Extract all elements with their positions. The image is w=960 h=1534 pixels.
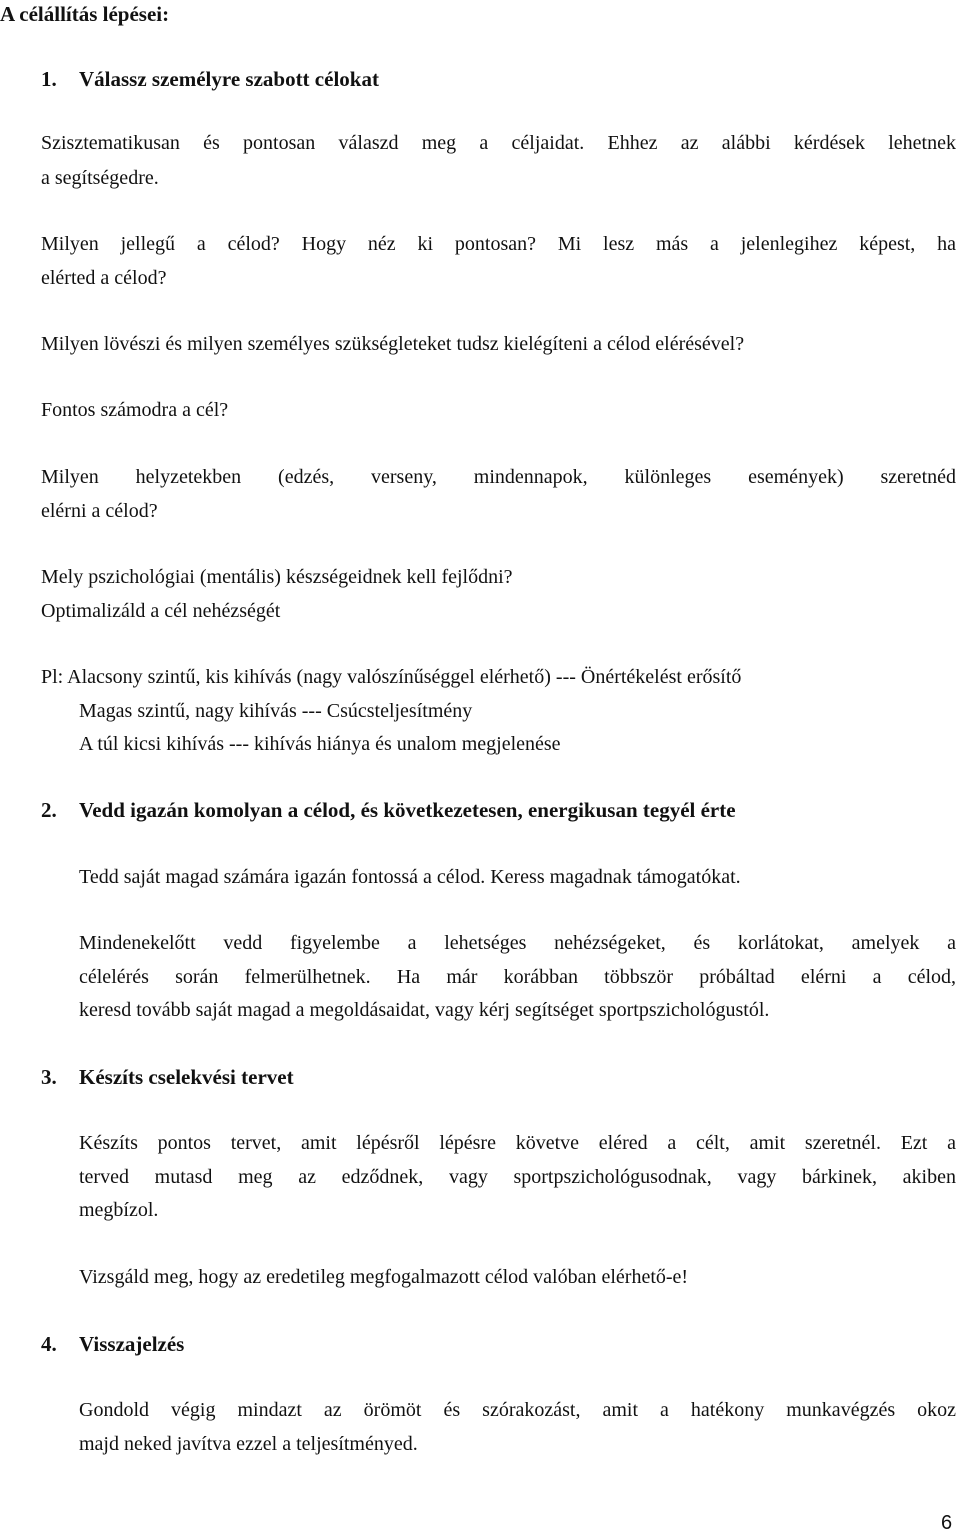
- step-1-intro-line-2: a segítségedre.: [41, 167, 159, 189]
- example-line-1: Pl: Alacsony szintű, kis kihívás (nagy valószínűséggel elérhető) --- Önértékelést erősítő: [41, 666, 742, 688]
- step-3-paragraph-1-line-3: megbízol.: [79, 1199, 159, 1221]
- step-2-paragraph-2-line-3: keresd tovább saját magad a megoldásaidat, vagy kérj segítséget sportpszichológustól.: [79, 999, 770, 1021]
- step-2-paragraph-2-line-1: Mindenekelőtt vedd figyelembe a lehetséges nehézségeket, és korlátokat, amelyek a: [79, 932, 956, 954]
- step-4-number: 4.: [41, 1332, 57, 1356]
- step-1-number: 1.: [41, 67, 57, 91]
- step-4-paragraph-line-1: Gondold végig mindazt az örömöt és szórakozást, amit a hatékony munkavégzés okoz: [79, 1399, 956, 1421]
- page-heading: A célállítás lépései:: [0, 2, 170, 26]
- question-5: Mely pszichológiai (mentális) készségeidnek kell fejlődni?: [41, 566, 513, 588]
- step-4-paragraph-line-2: majd neked javítva ezzel a teljesítményed.: [79, 1433, 418, 1455]
- step-2-paragraph-1: Tedd saját magad számára igazán fontossá a célod. Keress magadnak támogatókat.: [79, 866, 741, 888]
- question-2: Milyen lövészi és milyen személyes szükségleteket tudsz kielégíteni a célod elérésével?: [41, 333, 745, 355]
- question-4-line-2: elérni a célod?: [41, 500, 158, 522]
- step-3-title: Készíts cselekvési tervet: [79, 1065, 294, 1089]
- question-1-line-1: Milyen jellegű a célod? Hogy néz ki pontosan? Mi lesz más a jelenlegihez képest, ha: [41, 233, 956, 255]
- step-3-paragraph-2: Vizsgáld meg, hogy az eredetileg megfogalmazott célod valóban elérhető-e!: [79, 1266, 689, 1288]
- question-4-line-1: Milyen helyzetekben (edzés, verseny, mindennapok, különleges események) szeretnéd: [41, 466, 956, 488]
- example-line-2: Magas szintű, nagy kihívás --- Csúcsteljesítmény: [79, 700, 473, 722]
- example-line-3: A túl kicsi kihívás --- kihívás hiánya és unalom megjelenése: [79, 733, 561, 755]
- step-4-title: Visszajelzés: [79, 1332, 185, 1356]
- question-1-line-2: elérted a célod?: [41, 267, 167, 289]
- step-2-paragraph-2-line-2: célelérés során felmerülhetnek. Ha már korábban többször próbáltad elérni a célod,: [79, 966, 956, 988]
- step-3-paragraph-1-line-1: Készíts pontos tervet, amit lépésről lépésre követve eléred a célt, amit szeretnél. Ezt a: [79, 1132, 956, 1154]
- step-3-number: 3.: [41, 1065, 57, 1089]
- step-3-paragraph-1-line-2: terved mutasd meg az edződnek, vagy sportpszichológusodnak, vagy bárkinek, akiben: [79, 1166, 956, 1188]
- optimize-difficulty: Optimalizáld a cél nehézségét: [41, 600, 281, 622]
- step-1-title: Válassz személyre szabott célokat: [79, 67, 379, 91]
- question-3: Fontos számodra a cél?: [41, 399, 229, 421]
- step-2-title: Vedd igazán komolyan a célod, és következetesen, energikusan tegyél érte: [79, 798, 736, 822]
- step-1-intro-line-1: Szisztematikusan és pontosan válaszd meg a céljaidat. Ehhez az alábbi kérdések lehetnek: [41, 132, 956, 154]
- step-2-number: 2.: [41, 798, 57, 822]
- page-number: 6: [941, 1512, 953, 1534]
